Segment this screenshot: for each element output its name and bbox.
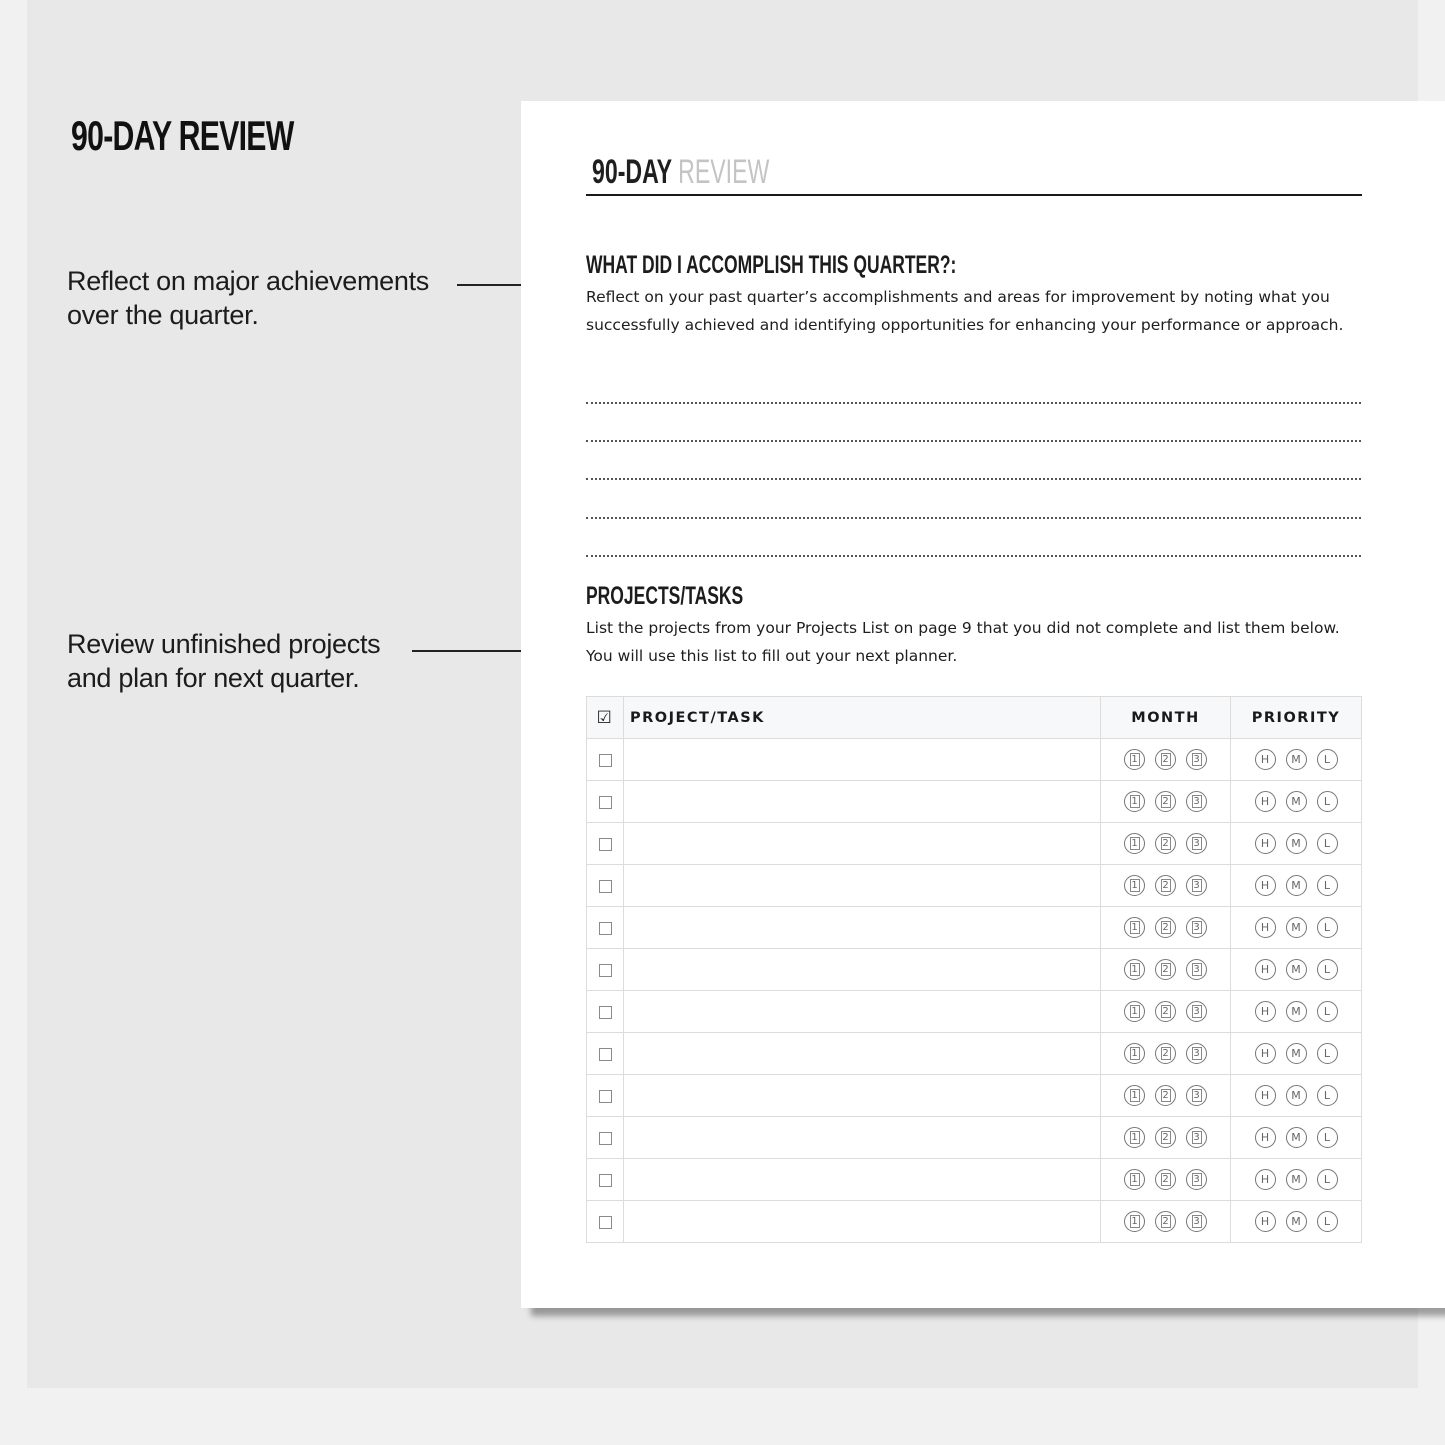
priority-m-option[interactable]: M	[1286, 1001, 1307, 1022]
table-row	[587, 907, 1362, 949]
table-row	[587, 949, 1362, 991]
month-3-option[interactable]: 3	[1186, 1085, 1207, 1106]
month-3-option[interactable]: 3	[1186, 959, 1207, 980]
checkbox[interactable]	[599, 1174, 612, 1187]
month-2-option[interactable]: 2	[1155, 875, 1176, 896]
priority-h-option[interactable]: H	[1255, 1043, 1276, 1064]
row-check-cell	[587, 865, 624, 907]
month-cell	[1101, 991, 1231, 1033]
month-2-option[interactable]: 2	[1155, 917, 1176, 938]
month-cell	[1101, 949, 1231, 991]
month-cell	[1101, 739, 1231, 781]
month-3-option[interactable]: 3	[1186, 833, 1207, 854]
table-row	[587, 739, 1362, 781]
month-cell	[1101, 1201, 1231, 1243]
project-task-cell[interactable]	[624, 1201, 1101, 1243]
row-check-cell	[587, 1033, 624, 1075]
month-2-option[interactable]: 2	[1155, 1127, 1176, 1148]
month-cell	[1101, 865, 1231, 907]
callout-achievements	[67, 264, 429, 332]
writing-line[interactable]	[586, 517, 1361, 519]
month-cell	[1101, 1117, 1231, 1159]
month-1-option[interactable]: 1	[1124, 1127, 1145, 1148]
table-row	[587, 865, 1362, 907]
header-month: MONTH	[1101, 697, 1231, 739]
priority-l-option[interactable]: L	[1317, 1001, 1338, 1022]
priority-m-option[interactable]: M	[1286, 791, 1307, 812]
row-check-cell	[587, 1117, 624, 1159]
priority-cell	[1231, 1117, 1362, 1159]
header-priority: PRIORITY	[1231, 697, 1362, 739]
priority-l-option[interactable]: L	[1317, 749, 1338, 770]
callout-line-2: and plan for next quarter.	[67, 663, 360, 693]
priority-cell	[1231, 1159, 1362, 1201]
row-check-cell	[587, 823, 624, 865]
projects-table	[586, 696, 1362, 1243]
month-cell	[1101, 1075, 1231, 1117]
month-3-option[interactable]: 3	[1186, 1043, 1207, 1064]
month-1-option[interactable]: 1	[1124, 1169, 1145, 1190]
month-2-option[interactable]: 2	[1155, 833, 1176, 854]
priority-h-option[interactable]: H	[1255, 875, 1276, 896]
checkbox[interactable]	[599, 1006, 612, 1019]
row-check-cell	[587, 1159, 624, 1201]
header-project-task: PROJECT/TASK	[624, 697, 1101, 739]
month-1-option[interactable]: 1	[1124, 749, 1145, 770]
priority-h-option[interactable]: H	[1255, 1169, 1276, 1190]
priority-cell	[1231, 991, 1362, 1033]
month-3-option[interactable]: 3	[1186, 749, 1207, 770]
project-task-cell[interactable]	[624, 949, 1101, 991]
callout-line-1: Review unfinished projects	[67, 629, 381, 659]
table-row	[587, 1075, 1362, 1117]
month-3-option[interactable]: 3	[1186, 1001, 1207, 1022]
priority-m-option[interactable]: M	[1286, 1085, 1307, 1106]
priority-l-option[interactable]: L	[1317, 959, 1338, 980]
project-task-cell[interactable]	[624, 907, 1101, 949]
month-3-option[interactable]: 3	[1186, 1211, 1207, 1232]
priority-cell	[1231, 907, 1362, 949]
projects-description: List the projects from your Projects List on page 9 that you did not complete and list them below. You will use this list to fill out your next planner.	[586, 619, 1340, 665]
callout-projects	[67, 627, 380, 695]
month-cell	[1101, 1033, 1231, 1075]
priority-h-option[interactable]: H	[1255, 749, 1276, 770]
checkbox[interactable]	[599, 1090, 612, 1103]
priority-m-option[interactable]: M	[1286, 833, 1307, 854]
table-header-row	[587, 697, 1362, 739]
checkbox[interactable]	[599, 880, 612, 893]
page-header	[586, 151, 1362, 196]
priority-cell	[1231, 823, 1362, 865]
month-cell	[1101, 823, 1231, 865]
project-task-cell[interactable]	[624, 823, 1101, 865]
priority-cell	[1231, 949, 1362, 991]
priority-cell	[1231, 781, 1362, 823]
project-task-cell[interactable]	[624, 739, 1101, 781]
priority-h-option[interactable]: H	[1255, 1085, 1276, 1106]
table-row	[587, 991, 1362, 1033]
accomplish-description: Reflect on your past quarter’s accomplishments and areas for improvement by noting what you successfully achieved and identifying opportunities for enhancing your performance or approach.	[586, 288, 1344, 334]
priority-cell	[1231, 865, 1362, 907]
month-3-option[interactable]: 3	[1186, 1127, 1207, 1148]
priority-cell	[1231, 1075, 1362, 1117]
month-2-option[interactable]: 2	[1155, 1001, 1176, 1022]
promo-title: 90-DAY REVIEW	[71, 112, 294, 159]
priority-m-option[interactable]: M	[1286, 959, 1307, 980]
month-2-option[interactable]: 2	[1155, 1211, 1176, 1232]
table-row	[587, 1033, 1362, 1075]
planner-page	[521, 101, 1445, 1308]
priority-l-option[interactable]: L	[1317, 1211, 1338, 1232]
month-3-option[interactable]: 3	[1186, 1169, 1207, 1190]
header-check-cell	[587, 697, 624, 739]
priority-m-option[interactable]: M	[1286, 1169, 1307, 1190]
month-cell	[1101, 781, 1231, 823]
checkbox[interactable]	[599, 796, 612, 809]
month-2-option[interactable]: 2	[1155, 1043, 1176, 1064]
month-cell	[1101, 1159, 1231, 1201]
priority-m-option[interactable]: M	[1286, 1127, 1307, 1148]
month-2-option[interactable]: 2	[1155, 1169, 1176, 1190]
priority-m-option[interactable]: M	[1286, 1043, 1307, 1064]
priority-h-option[interactable]: H	[1255, 1127, 1276, 1148]
month-3-option[interactable]: 3	[1186, 791, 1207, 812]
page-title-light: REVIEW	[678, 153, 770, 191]
priority-h-option[interactable]: H	[1255, 791, 1276, 812]
checked-box-icon: ☑	[596, 707, 614, 728]
accomplish-heading: WHAT DID I ACCOMPLISH THIS QUARTER?:	[586, 251, 957, 279]
project-task-cell[interactable]	[624, 1033, 1101, 1075]
priority-l-option[interactable]: L	[1317, 791, 1338, 812]
checkbox[interactable]	[599, 754, 612, 767]
month-1-option[interactable]: 1	[1124, 1001, 1145, 1022]
checkbox[interactable]	[599, 964, 612, 977]
checkbox[interactable]	[599, 1048, 612, 1061]
month-1-option[interactable]: 1	[1124, 833, 1145, 854]
month-cell	[1101, 907, 1231, 949]
writing-line[interactable]	[586, 440, 1361, 442]
table-row	[587, 1201, 1362, 1243]
month-1-option[interactable]: 1	[1124, 959, 1145, 980]
table-row	[587, 1117, 1362, 1159]
project-task-cell[interactable]	[624, 865, 1101, 907]
checkbox[interactable]	[599, 1216, 612, 1229]
project-task-cell[interactable]	[624, 781, 1101, 823]
month-2-option[interactable]: 2	[1155, 959, 1176, 980]
table-row	[587, 823, 1362, 865]
month-1-option[interactable]: 1	[1124, 791, 1145, 812]
priority-cell	[1231, 739, 1362, 781]
row-check-cell	[587, 1201, 624, 1243]
row-check-cell	[587, 781, 624, 823]
priority-m-option[interactable]: M	[1286, 875, 1307, 896]
month-3-option[interactable]: 3	[1186, 917, 1207, 938]
priority-h-option[interactable]: H	[1255, 1211, 1276, 1232]
table-row	[587, 1159, 1362, 1201]
priority-l-option[interactable]: L	[1317, 833, 1338, 854]
month-1-option[interactable]: 1	[1124, 1211, 1145, 1232]
priority-l-option[interactable]: L	[1317, 1043, 1338, 1064]
month-1-option[interactable]: 1	[1124, 917, 1145, 938]
month-2-option[interactable]: 2	[1155, 1085, 1176, 1106]
priority-l-option[interactable]: L	[1317, 1169, 1338, 1190]
month-1-option[interactable]: 1	[1124, 1085, 1145, 1106]
priority-m-option[interactable]: M	[1286, 917, 1307, 938]
callout-line-2: over the quarter.	[67, 300, 259, 330]
project-task-cell[interactable]	[624, 991, 1101, 1033]
priority-h-option[interactable]: H	[1255, 959, 1276, 980]
priority-m-option[interactable]: M	[1286, 1211, 1307, 1232]
priority-h-option[interactable]: H	[1255, 1001, 1276, 1022]
page-title	[592, 153, 769, 192]
row-check-cell	[587, 739, 624, 781]
page-title-dark: 90-DAY	[592, 153, 672, 191]
projects-heading: PROJECTS/TASKS	[586, 582, 744, 610]
priority-l-option[interactable]: L	[1317, 1127, 1338, 1148]
priority-l-option[interactable]: L	[1317, 1085, 1338, 1106]
priority-cell	[1231, 1033, 1362, 1075]
priority-h-option[interactable]: H	[1255, 917, 1276, 938]
project-task-cell[interactable]	[624, 1159, 1101, 1201]
checkbox[interactable]	[599, 1132, 612, 1145]
callout-line-1: Reflect on major achievements	[67, 266, 429, 296]
priority-l-option[interactable]: L	[1317, 917, 1338, 938]
priority-m-option[interactable]: M	[1286, 749, 1307, 770]
writing-line[interactable]	[586, 402, 1361, 404]
project-task-cell[interactable]	[624, 1075, 1101, 1117]
checkbox[interactable]	[599, 922, 612, 935]
priority-h-option[interactable]: H	[1255, 833, 1276, 854]
priority-cell	[1231, 1201, 1362, 1243]
month-1-option[interactable]: 1	[1124, 1043, 1145, 1064]
row-check-cell	[587, 907, 624, 949]
checkbox[interactable]	[599, 838, 612, 851]
project-task-cell[interactable]	[624, 1117, 1101, 1159]
writing-line[interactable]	[586, 555, 1361, 557]
month-2-option[interactable]: 2	[1155, 749, 1176, 770]
row-check-cell	[587, 1075, 624, 1117]
month-3-option[interactable]: 3	[1186, 875, 1207, 896]
table-body	[587, 739, 1362, 1243]
priority-l-option[interactable]: L	[1317, 875, 1338, 896]
month-2-option[interactable]: 2	[1155, 791, 1176, 812]
writing-line[interactable]	[586, 478, 1361, 480]
table-row	[587, 781, 1362, 823]
row-check-cell	[587, 991, 624, 1033]
month-1-option[interactable]: 1	[1124, 875, 1145, 896]
row-check-cell	[587, 949, 624, 991]
